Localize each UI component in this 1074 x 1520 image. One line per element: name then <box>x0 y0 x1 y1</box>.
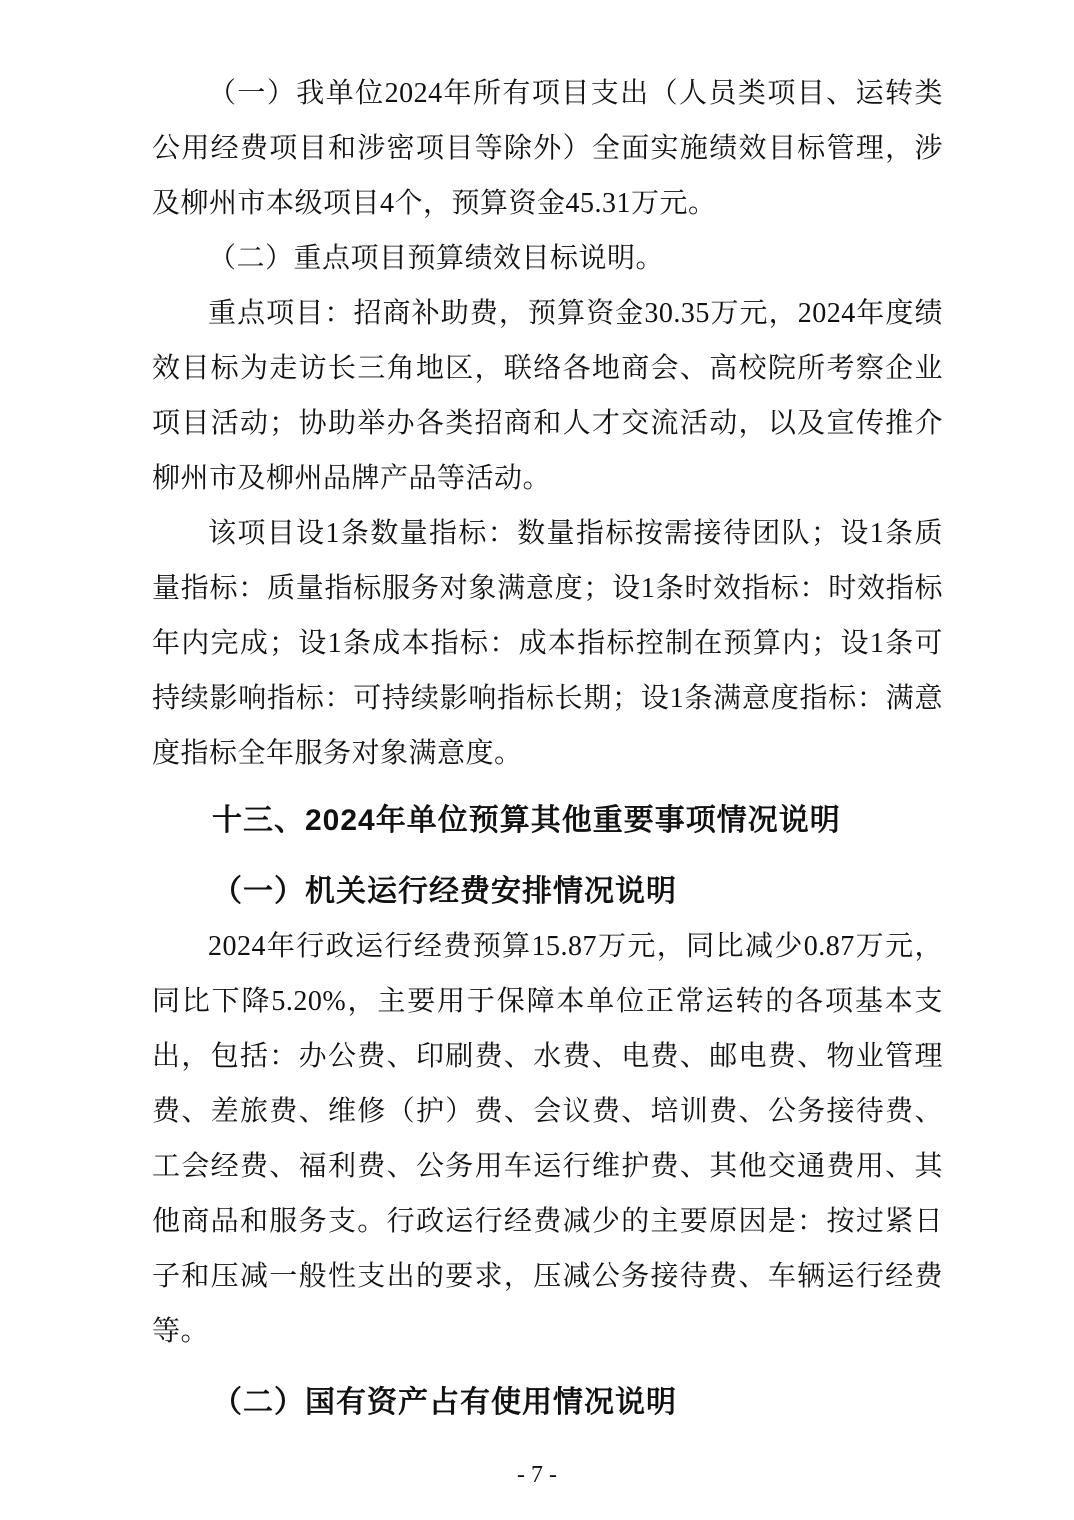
body-paragraph: 2024年行政运行经费预算15.87万元，同比减少0.87万元，同比下降5.20%，主要用于保障本单位正常运转的各项基本支出，包括：办公费、印刷费、水费、电费、邮电费、物业管理费、差旅费、维修（护）费、会议费、培训费、公务接待费、工会经费、福利费、公务用车运行维护费、其他交通费用、其他商品和服务支。行政运行经费减少的主要原因是：按过紧日子和压减一般性支出的要求，压减公务接待费、车辆运行经费等。 <box>152 931 943 1347</box>
document-body <box>152 66 943 1430</box>
subsection-heading: （一）机关运行经费安排情况说明 <box>212 875 677 908</box>
body-paragraph: 重点项目：招商补助费，预算资金30.35万元，2024年度绩效目标为走访长三角地区，联络各地商会、高校院所考察企业项目活动；协助举办各类招商和人才交流活动，以及宣传推介柳州市及柳州品牌产品等活动。 <box>152 298 943 494</box>
body-paragraph: （二）重点项目预算绩效目标说明。 <box>208 243 665 274</box>
body-paragraph: 该项目设1条数量指标：数量指标按需接待团队；设1条质量指标：质量指标服务对象满意度；设1条时效指标：时效指标年内完成；设1条成本指标：成本指标控制在预算内；设1条可持续影响指标：可持续影响指标长期；设1条满意度指标：满意度指标全年服务对象满意度。 <box>152 518 943 769</box>
body-paragraph: （一）我单位2024年所有项目支出（人员类项目、运转类公用经费项目和涉密项目等除外）全面实施绩效目标管理，涉及柳州市本级项目4个，预算资金45.31万元。 <box>152 78 943 219</box>
section-heading: 十三、2024年单位预算其他重要事项情况说明 <box>212 804 841 837</box>
subsection-heading: （二）国有资产占有使用情况说明 <box>212 1386 677 1419</box>
page-number: - 7 - <box>517 1462 557 1488</box>
